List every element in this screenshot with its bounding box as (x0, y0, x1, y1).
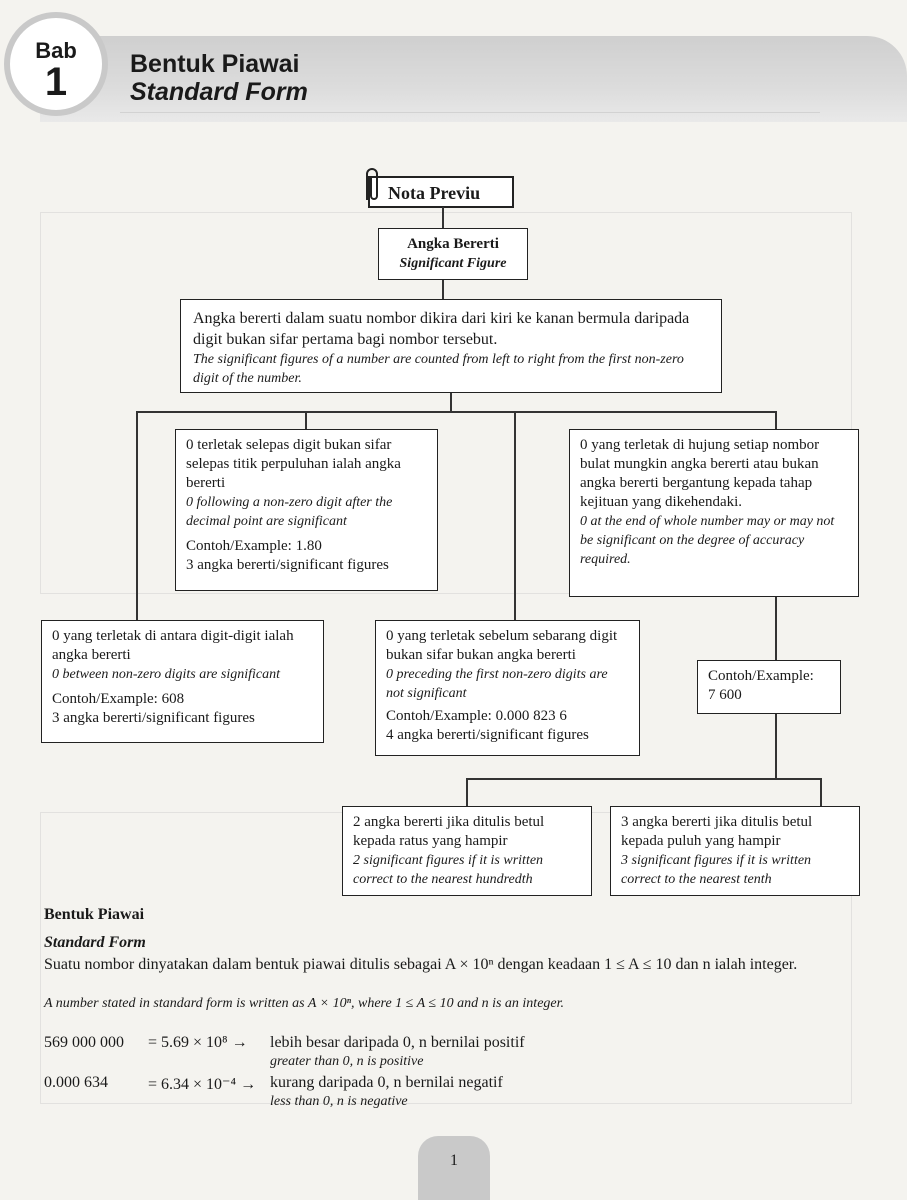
rule-end-box (569, 429, 859, 597)
rule-preceding-count: 4 angka bererti/significant figures (386, 727, 589, 743)
definition-en: The significant figures of a number are counted from left to right from the first non-zero digit of the number. (193, 352, 684, 386)
connector (466, 778, 822, 780)
rule-preceding-example: Contoh/Example: 0.000 823 6 (386, 708, 567, 724)
rule-decimal-en: 0 following a non-zero digit after the decimal point are significant (186, 495, 393, 529)
standard-form-heading-en: Standard Form (44, 934, 146, 951)
example1-equation: = 5.69 × 10⁸ → (148, 1034, 248, 1051)
root-node (378, 228, 528, 280)
chapter-label: Bab (35, 38, 77, 63)
hundredth-box (342, 806, 592, 896)
rule-decimal-box (175, 429, 438, 591)
rule-preceding-ms: 0 yang terletak sebelum sebarang digit bukan sifar bukan angka bererti (386, 628, 618, 663)
rule-preceding-en: 0 preceding the first non-zero digits are not significant (386, 667, 608, 701)
example2-note-en: less than 0, n is negative (270, 1094, 408, 1109)
chapter-title-ms: Bentuk Piawai (130, 50, 300, 78)
connector (775, 713, 777, 779)
rule-between-en: 0 between non-zero digits are significant (52, 667, 280, 682)
connector (442, 278, 444, 300)
tenth-ms: 3 angka bererti jika ditulis betul kepada puluh yang hampir (621, 814, 813, 849)
rule-between-example: Contoh/Example: 608 (52, 691, 185, 707)
example1-number: 569 000 000 (44, 1034, 124, 1051)
example-end-value: 7 600 (708, 687, 742, 703)
tenth-en: 3 significant figures if it is written correct to the nearest tenth (621, 853, 812, 887)
rule-between-box (41, 620, 324, 743)
rule-decimal-ms: 0 terletak selepas digit bukan sifar selepas titik perpuluhan ialah angka bererti (186, 437, 401, 491)
standard-form-statement-en: A number stated in standard form is written as A × 10ⁿ, where 1 ≤ A ≤ 10 and n is an integer. (44, 996, 565, 1011)
example-end-label: Contoh/Example: (708, 668, 814, 684)
connector (305, 411, 307, 431)
connector (820, 778, 822, 806)
connector (442, 207, 444, 229)
definition-ms: Angka bererti dalam suatu nombor dikira dari kiri ke kanan bermula daripada digit bukan sifar pertama bagi nombor tersebut. (193, 310, 690, 348)
connector (136, 411, 138, 621)
nota-preview-label: Nota Previu (388, 183, 481, 203)
connector (466, 778, 468, 806)
connector (775, 596, 777, 660)
paperclip-icon (360, 166, 382, 206)
rule-decimal-example: Contoh/Example: 1.80 (186, 538, 322, 554)
connector (775, 411, 777, 431)
root-title-ms: Angka Bererti (407, 236, 499, 252)
chapter-title-en: Standard Form (130, 78, 308, 106)
connector (514, 411, 516, 621)
hundredth-ms: 2 angka bererti jika ditulis betul kepada ratus yang hampir (353, 814, 545, 849)
example2-equation: = 6.34 × 10⁻⁴ → (148, 1076, 257, 1093)
connector (136, 411, 776, 413)
example1-note-en: greater than 0, n is positive (270, 1054, 424, 1069)
page-number: 1 (450, 1152, 458, 1169)
rule-preceding-box (375, 620, 640, 756)
rule-end-en: 0 at the end of whole number may or may not be significant on the degree of accuracy required. (580, 514, 835, 567)
rule-decimal-count: 3 angka bererti/significant figures (186, 557, 389, 573)
rule-end-ms: 0 yang terletak di hujung setiap nombor bulat mungkin angka bererti atau bukan angka bererti bergantung kepada tahap kejituan yang dikehendaki. (580, 437, 820, 510)
chapter-number: 1 (44, 60, 68, 104)
tenth-box (610, 806, 860, 896)
standard-form-statement-ms: Suatu nombor dinyatakan dalam bentuk piawai ditulis sebagai A × 10ⁿ dengan keadaan 1 ≤ A ≤ 10 dan n ialah integer. (44, 956, 798, 973)
nota-preview-title (368, 176, 514, 208)
standard-form-heading: Bentuk Piawai (44, 906, 145, 923)
rule-between-ms: 0 yang terletak di antara digit-digit ialah angka bererti (52, 628, 294, 663)
example2-note-ms: kurang daripada 0, n bernilai negatif (270, 1074, 503, 1091)
example-end-box (697, 660, 841, 714)
connector (450, 392, 452, 412)
rule-between-count: 3 angka bererti/significant figures (52, 710, 255, 726)
root-title-en: Significant Figure (399, 256, 507, 271)
example1-note-ms: lebih besar daripada 0, n bernilai positif (270, 1034, 525, 1051)
bleed-through-rule (120, 112, 820, 113)
example2-number: 0.000 634 (44, 1074, 108, 1091)
definition-box (180, 299, 722, 393)
hundredth-en: 2 significant figures if it is written correct to the nearest hundredth (353, 853, 544, 887)
